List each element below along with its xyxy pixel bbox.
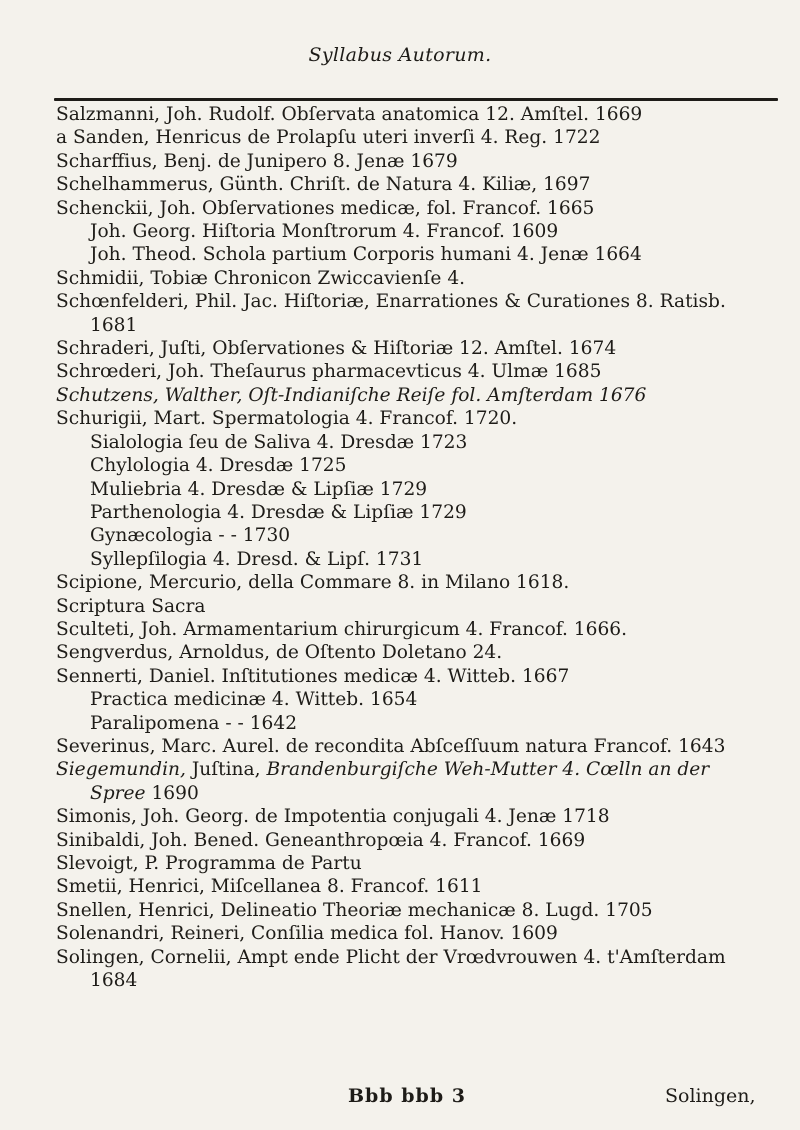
page-footer bbox=[0, 1085, 800, 1115]
entry-text: Severinus, Marc. Aurel. de recondita Abſceſſuum natura Francof. 1643 bbox=[56, 735, 726, 757]
index-entry bbox=[56, 524, 786, 547]
entry-text: Slevoigt, P. Programma de Partu bbox=[56, 853, 362, 874]
entry-text: 1684 bbox=[90, 970, 138, 992]
entry-text: Scharffius, Benj. de Junipero 8. Jenæ 1679 bbox=[56, 150, 458, 172]
index-entry bbox=[56, 899, 786, 922]
index-entry bbox=[56, 501, 786, 524]
entry-text: Chylologia 4. Dresdæ 1725 bbox=[90, 455, 347, 477]
entry-text: Juſtina, bbox=[191, 759, 267, 781]
index-entry bbox=[56, 314, 786, 337]
running-head: Syllabus Autorum. bbox=[308, 44, 492, 66]
index-entry bbox=[56, 735, 786, 758]
index-entry bbox=[56, 782, 786, 805]
index-entry bbox=[56, 946, 786, 969]
index-entry bbox=[56, 173, 786, 196]
entry-text: Spree bbox=[90, 782, 152, 804]
entry-text: Smetii, Henrici, Miſcellanea 8. Francof. 1611 bbox=[56, 876, 483, 898]
index-entry bbox=[56, 431, 786, 454]
index-entry bbox=[56, 712, 786, 735]
entry-text: Joh. Theod. Schola partium Corporis humani 4. Jenæ 1664 bbox=[90, 244, 642, 266]
entry-text: Muliebria 4. Dresdæ & Lipſiæ 1729 bbox=[90, 478, 428, 500]
index-entry bbox=[56, 852, 786, 875]
index-entry bbox=[56, 407, 786, 430]
index-entry bbox=[56, 220, 786, 243]
entry-text: Sengverdus, Arnoldus, de Oſtento Doletano 24. bbox=[56, 642, 503, 664]
entry-text: Schenckii, Joh. Obſervationes medicæ, fol. Francof. 1665 bbox=[56, 197, 595, 219]
entry-text: Paralipomena - - 1642 bbox=[90, 712, 298, 734]
entry-text: Siegemundin, bbox=[56, 759, 192, 781]
entry-text: Joh. Georg. Hiſtoria Monſtrorum 4. Francof. 1609 bbox=[90, 221, 559, 243]
index-entry bbox=[56, 665, 786, 688]
entry-text: Schmidii, Tobiæ Chronicon Zwiccavienſe 4. bbox=[56, 267, 466, 289]
index-entry bbox=[56, 290, 786, 313]
entry-text: Schrœderi, Joh. Theſaurus pharmacevticus 4. Ulmæ 1685 bbox=[56, 361, 602, 383]
index-entry bbox=[56, 150, 786, 173]
entry-text: Sculteti, Joh. Armamentarium chirurgicum 4. Francof. 1666. bbox=[56, 618, 628, 640]
index-entry bbox=[56, 197, 786, 220]
entry-text: Scipione, Mercurio, della Commare 8. in Milano 1618. bbox=[56, 572, 570, 594]
index-entry bbox=[56, 758, 786, 781]
entry-text: Schutzens, Walther, Oſt-Indianiſche Reiſe fol. Amſterdam 1676 bbox=[56, 384, 647, 406]
entry-text: Solingen, Cornelii, Ampt ende Plicht der Vrœdvrouwen 4. t'Amſterdam bbox=[56, 946, 726, 968]
index-entry bbox=[56, 454, 786, 477]
index-entry bbox=[56, 618, 786, 641]
index-entry bbox=[56, 641, 786, 664]
entry-text: Snellen, Henrici, Delineatio Theoriæ mechanicæ 8. Lugd. 1705 bbox=[56, 899, 653, 921]
entry-text: Brandenburgiſche Weh-Mutter 4. Cœlln an der bbox=[266, 759, 710, 781]
entry-text: Syllepſilogia 4. Dresd. & Lipſ. 1731 bbox=[90, 548, 424, 570]
index-entry bbox=[56, 548, 786, 571]
entry-text: Practica medicinæ 4. Witteb. 1654 bbox=[90, 689, 418, 711]
entry-text: Salzmanni, Joh. Rudolf. Obſervata anatomica 12. Amſtel. 1669 bbox=[56, 104, 643, 125]
entry-text: Gynæcologia - - 1730 bbox=[90, 525, 291, 547]
entry-text: a Sanden, Henricus de Prolapſu uteri inverſi 4. Reg. 1722 bbox=[56, 127, 601, 149]
index-entry bbox=[56, 384, 786, 407]
entry-text: Scriptura Sacra bbox=[56, 595, 206, 617]
entry-text: Schurigii, Mart. Spermatologia 4. Francof. 1720. bbox=[56, 408, 518, 430]
entry-text: Schœnfelderi, Phil. Jac. Hiſtoriæ, Enarrationes & Curationes 8. Ratisb. bbox=[56, 291, 726, 313]
index-entry bbox=[56, 922, 786, 945]
entry-text: Sennerti, Daniel. Inſtitutiones medicæ 4. Witteb. 1667 bbox=[56, 665, 570, 687]
index-entry bbox=[56, 337, 786, 360]
entry-text: Schraderi, Juſti, Obſervationes & Hiſtoriæ 12. Amſtel. 1674 bbox=[56, 338, 617, 360]
entry-text: Sinibaldi, Joh. Bened. Geneanthropœia 4. Francof. 1669 bbox=[56, 829, 586, 851]
index-entry bbox=[56, 243, 786, 266]
index-entry bbox=[56, 360, 786, 383]
index-entry bbox=[56, 969, 786, 992]
entry-text: Solenandri, Reineri, Conſilia medica fol. Hanov. 1609 bbox=[56, 923, 558, 945]
entry-text: 1690 bbox=[151, 782, 199, 804]
entry-text: 1681 bbox=[90, 314, 138, 336]
index-entry bbox=[56, 688, 786, 711]
index-entry bbox=[56, 478, 786, 501]
index-entry bbox=[56, 126, 786, 149]
index-entry bbox=[56, 571, 786, 594]
entry-text: Schelhammerus, Günth. Chriſt. de Natura 4. Kiliæ, 1697 bbox=[56, 174, 591, 196]
entry-text: Simonis, Joh. Georg. de Impotentia conjugali 4. Jenæ 1718 bbox=[56, 806, 610, 828]
printer-signature: Bbb bbb 3 bbox=[348, 1085, 466, 1107]
entry-text: Sialologia ſeu de Saliva 4. Dresdæ 1723 bbox=[90, 431, 468, 453]
index-entry bbox=[56, 267, 786, 290]
catchword: Solingen, bbox=[665, 1085, 756, 1107]
index-entry bbox=[56, 875, 786, 898]
index-entry bbox=[56, 829, 786, 852]
index-entry bbox=[56, 595, 786, 618]
author-index-list bbox=[56, 103, 786, 992]
entry-text: Parthenologia 4. Dresdæ & Lipſiæ 1729 bbox=[90, 501, 467, 523]
header-rule bbox=[54, 98, 778, 101]
index-entry bbox=[56, 103, 786, 126]
index-entry bbox=[56, 805, 786, 828]
